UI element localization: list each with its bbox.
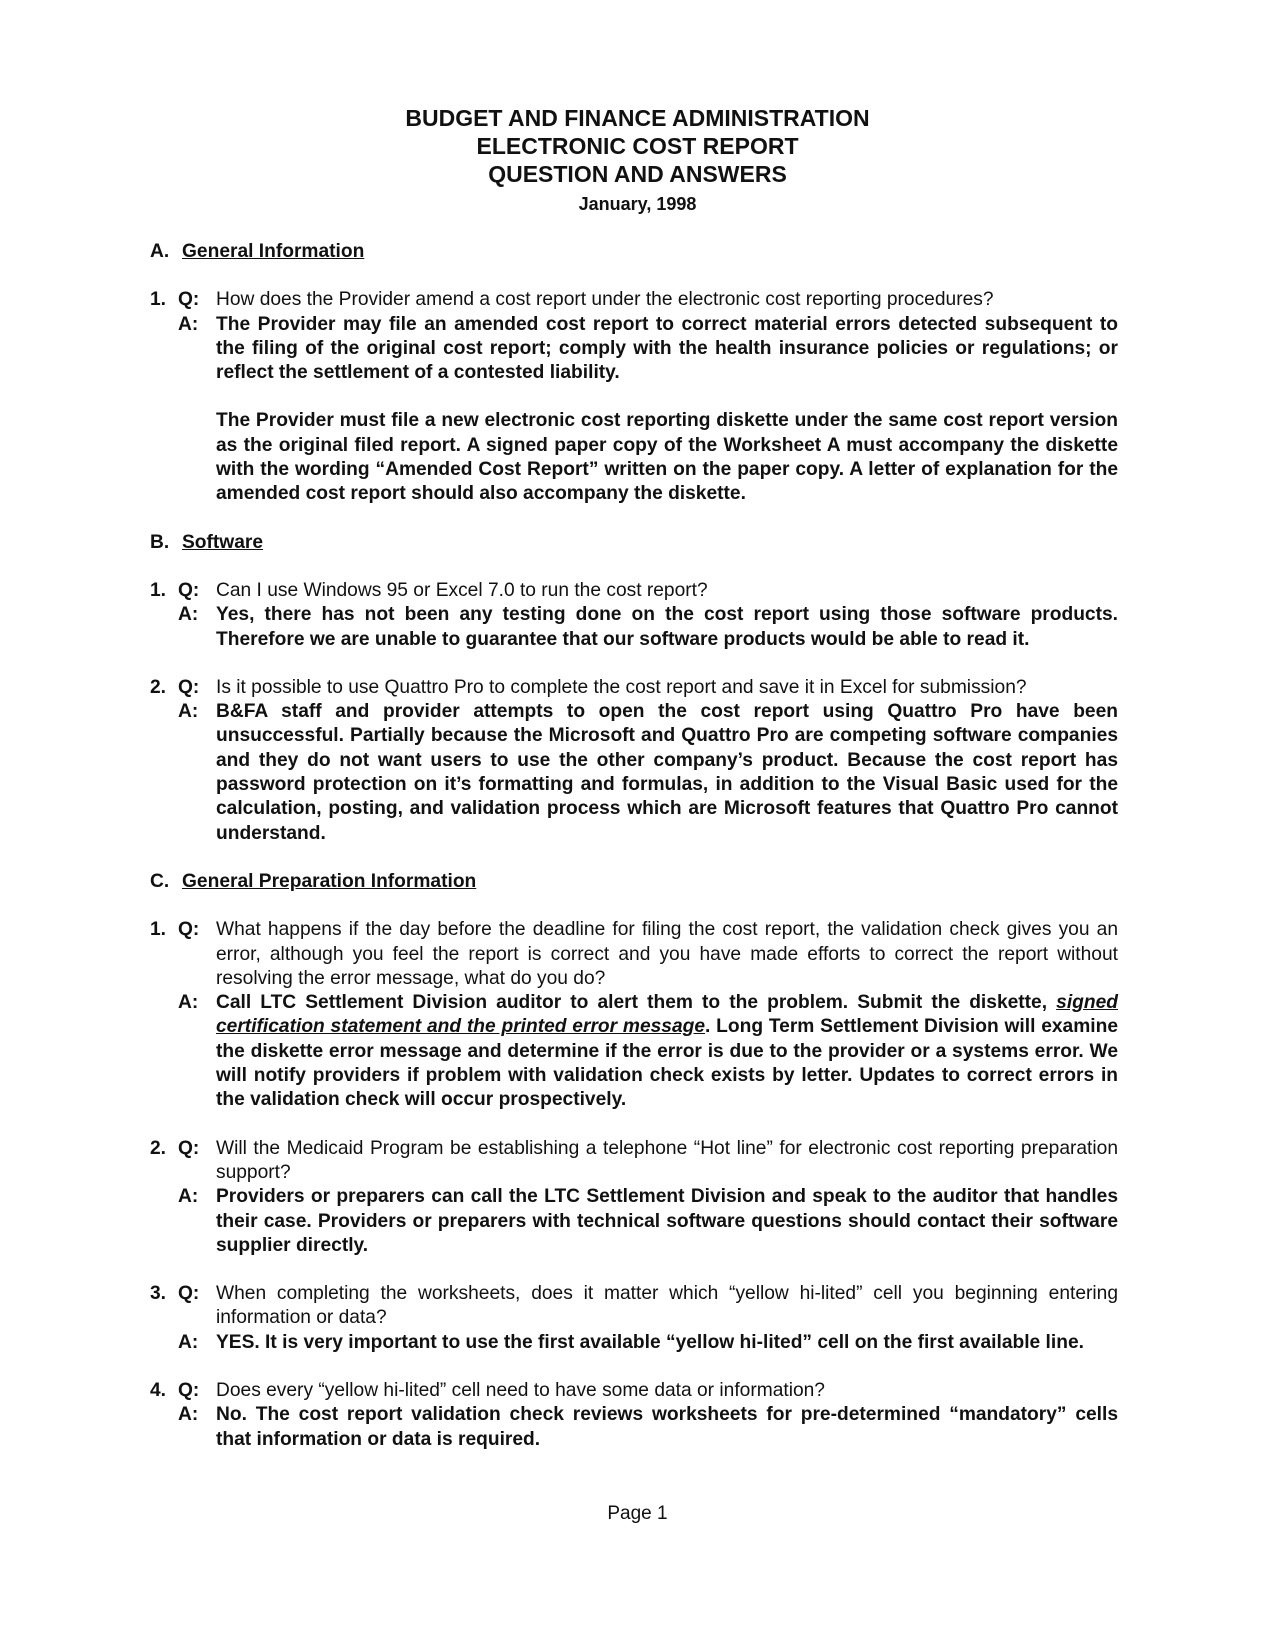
section-heading-general-information — [150, 240, 1118, 264]
section-title: General Preparation Information — [182, 870, 477, 892]
section-heading-general-preparation-information — [150, 870, 1118, 894]
question-tag: Q: — [178, 1137, 200, 1159]
answer-tag: A: — [178, 701, 199, 723]
question-text: Can I use Windows 95 or Excel 7.0 to run the cost report? — [216, 579, 708, 601]
qa-item — [150, 918, 1118, 1112]
section-letter: C. — [150, 870, 170, 892]
question-text: Does every “yellow hi-lited” cell need to have some data or information? — [216, 1379, 825, 1401]
answer-text-end: . Long Term Settlement Division will examine the diskette error message and determine if the error is due to the provider or a systems error. We will notify providers if problem with validation check exists by letter. Updates to correct errors in the validation check will occur prospectively. — [216, 1016, 1118, 1111]
item-number: 2. — [150, 1137, 167, 1159]
answer-tag: A: — [178, 313, 199, 335]
qa-item — [150, 676, 1118, 846]
qa-item — [150, 579, 1118, 652]
section-letter: B. — [150, 531, 170, 553]
answer-text: B&FA staff and provider attempts to open the cost report using Quattro Pro have been unsuccessful. Partially because the Microsoft and Quattro Pro are competing software companies and they do not want users to use the other company’s product. Because the cost report has password protection on it’s formatting and formulas, in addition to the Visual Basic used for the calculation, posting, and validation process which are Microsoft features that Quattro Pro cannot understand. — [216, 701, 1118, 844]
answer-text — [216, 991, 1118, 1112]
answer-text: Providers or preparers can call the LTC Settlement Division and speak to the auditor that handles their case. Providers or preparers with technical software questions should contact their software supplier directly. — [216, 1186, 1118, 1256]
document-body — [150, 240, 1118, 1476]
question-text: What happens if the day before the deadline for filing the cost report, the validation check gives you an error, although you feel the report is correct and you have made efforts to correct the report without resolving the error message, what do you do? — [216, 919, 1118, 989]
answer-paragraph-1: The Provider may file an amended cost report to correct material errors detected subsequent to the filing of the original cost report; comply with the health insurance policies or regulations; or reflect the settlement of a contested liability. — [216, 313, 1118, 384]
answer-text: YES. It is very important to use the first available “yellow hi-lited” cell on the first available line. — [216, 1331, 1084, 1353]
answer-text: No. The cost report validation check reviews worksheets for pre-determined “mandatory” cells that information or data is required. — [216, 1404, 1118, 1450]
item-number: 2. — [150, 676, 167, 698]
answer-tag: A: — [178, 1186, 199, 1208]
qa-item — [150, 288, 1118, 506]
question-tag: Q: — [178, 289, 200, 311]
section-heading-software — [150, 531, 1118, 555]
answer-tag: A: — [178, 1404, 199, 1426]
item-number: 3. — [150, 1283, 167, 1305]
question-text: When completing the worksheets, does it matter which “yellow hi-lited” cell you beginning entering information or data? — [216, 1283, 1118, 1329]
section-letter: A. — [150, 241, 170, 262]
document-header — [0, 104, 1275, 216]
page-number: Page 1 — [607, 1503, 668, 1524]
title-line-1: BUDGET AND FINANCE ADMINISTRATION — [405, 105, 870, 131]
item-number: 1. — [150, 919, 167, 941]
answer-text: Yes, there has not been any testing done on the cost report using those software products. Therefore we are unable to guarantee that our software products would be able to read it. — [216, 604, 1118, 650]
section-title: Software — [182, 531, 264, 553]
answer-tag: A: — [178, 604, 199, 626]
item-number: 1. — [150, 289, 167, 311]
answer-text — [216, 313, 1118, 507]
title-line-3: QUESTION AND ANSWERS — [488, 161, 787, 187]
question-tag: Q: — [178, 676, 200, 698]
question-tag: Q: — [178, 579, 200, 601]
answer-tag: A: — [178, 992, 199, 1014]
answer-tag: A: — [178, 1331, 199, 1353]
qa-item — [150, 1379, 1118, 1452]
document-date: January, 1998 — [578, 194, 697, 214]
item-number: 1. — [150, 579, 167, 601]
qa-item — [150, 1282, 1118, 1355]
question-tag: Q: — [178, 1379, 200, 1401]
qa-item — [150, 1137, 1118, 1258]
section-title: General Information — [182, 241, 365, 262]
question-tag: Q: — [178, 1283, 200, 1305]
item-number: 4. — [150, 1379, 167, 1401]
title-line-2: ELECTRONIC COST REPORT — [476, 133, 799, 159]
question-text: How does the Provider amend a cost report under the electronic cost reporting procedures? — [216, 289, 994, 311]
answer-text-start: Call LTC Settlement Division auditor to alert them to the problem. Submit the diskette, — [216, 992, 1057, 1014]
emphasized-requirement: signed certification statement and the printed error message — [216, 992, 1118, 1038]
question-text: Will the Medicaid Program be establishing a telephone “Hot line” for electronic cost reporting preparation support? — [216, 1137, 1118, 1183]
question-tag: Q: — [178, 919, 200, 941]
question-text: Is it possible to use Quattro Pro to complete the cost report and save it in Excel for submission? — [216, 676, 1027, 698]
answer-paragraph-2: The Provider must file a new electronic cost reporting diskette under the same cost report version as the original filed report. A signed paper copy of the Worksheet A must accompany the diskette with the wording “Amended Cost Report” written on the paper copy. A letter of explanation for the amended cost report should also accompany the diskette. — [216, 410, 1118, 505]
